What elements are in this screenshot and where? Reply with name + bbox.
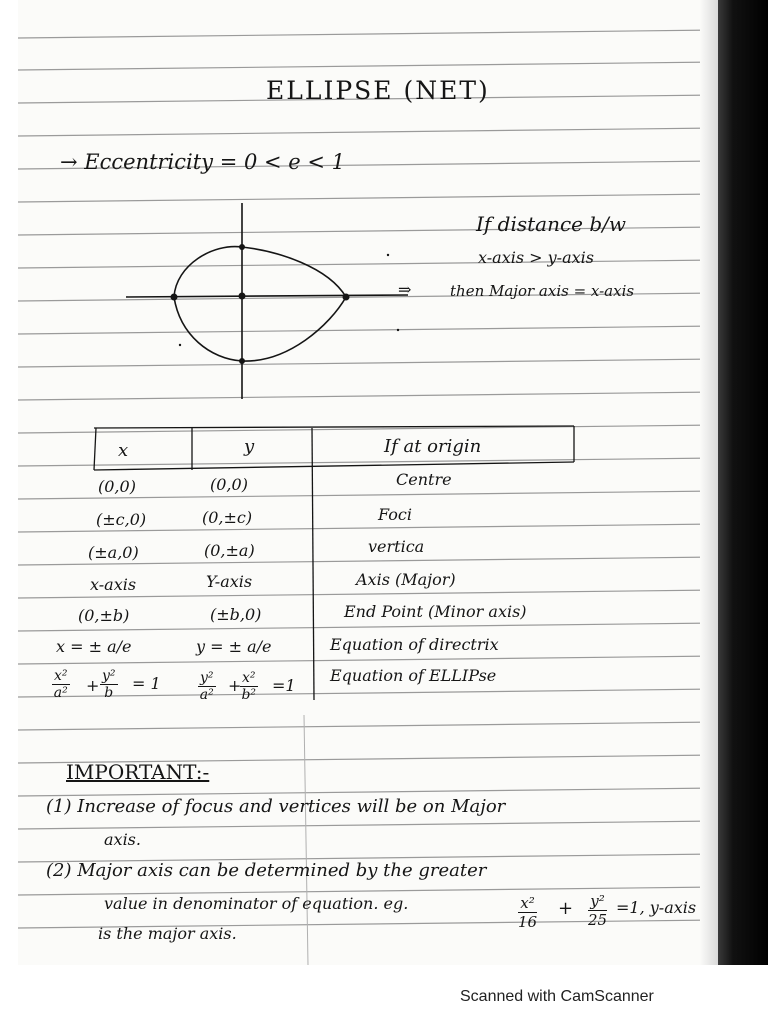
important-point1-line1: (1) Increase of focus and vertices will be on Major (46, 796, 506, 817)
table-cell: Centre (396, 470, 452, 489)
equals-one: = 1 (132, 674, 161, 693)
important-point2-line1: (2) Major axis can be determined by the greater (46, 860, 487, 881)
table-cell: x = ± a/e (56, 637, 132, 656)
table-cell: (±c,0) (96, 510, 147, 529)
table-cell: Equation of ELLIPse (330, 666, 497, 685)
diagram-note-line3: then Major axis = x-axis (450, 282, 635, 300)
table-header-origin: If at origin (384, 436, 482, 457)
table-cell: (0,±b) (78, 606, 130, 625)
equals-one-y-axis: =1, y-axis (616, 898, 697, 917)
plus-sign: + (558, 898, 574, 919)
camscanner-footer: Scanned with CamScanner (460, 988, 654, 1005)
frac-x2-b2: x² b² (241, 670, 257, 703)
frac-y2-b: y² b (102, 668, 116, 701)
implies-arrow: ⇒ (398, 280, 412, 299)
table-cell: (0,±c) (202, 508, 253, 527)
important-point2-line3: is the major axis. (98, 924, 237, 943)
diagram-note-line1: If distance b/w (476, 212, 627, 236)
table-cell: Equation of directrix (330, 635, 499, 654)
table-cell: (0,0) (210, 475, 248, 494)
important-point2-line2: value in denominator of equation. eg. (104, 894, 409, 913)
table-cell: (±a,0) (88, 543, 139, 562)
table-cell: x-axis (90, 575, 137, 594)
frac-y2-a2: y² a² (199, 670, 214, 703)
table-cell: Y-axis (206, 572, 253, 591)
table-cell: (0,0) (98, 477, 136, 496)
equals-one: =1 (272, 676, 296, 695)
table-cell: End Point (Minor axis) (344, 602, 527, 621)
table-header-y: y (244, 436, 255, 457)
frac-x2-16: x² 16 (518, 894, 538, 931)
scan-shadow (718, 0, 768, 965)
frac-y2-25: y² 25 (588, 892, 608, 929)
table-cell: Axis (Major) (356, 570, 456, 589)
plus-sign: + (228, 676, 242, 695)
page-title: ELLIPSE (NET) (266, 76, 490, 105)
table-cell: (±b,0) (210, 605, 262, 624)
important-heading: IMPORTANT:- (66, 760, 210, 784)
important-point1-line2: axis. (104, 830, 141, 849)
table-header-x: x (118, 440, 129, 461)
frac-x2-a2: x² a² (53, 668, 68, 701)
notebook-page (18, 0, 718, 965)
table-cell: vertica (368, 537, 425, 556)
plus-sign: + (86, 676, 100, 695)
table-cell: Foci (378, 505, 412, 524)
eccentricity-line: → Eccentricity = 0 < e < 1 (60, 150, 346, 174)
table-cell: y = ± a/e (196, 637, 272, 656)
diagram-note-line2: x-axis > y-axis (478, 248, 594, 267)
table-cell: (0,±a) (204, 541, 255, 560)
